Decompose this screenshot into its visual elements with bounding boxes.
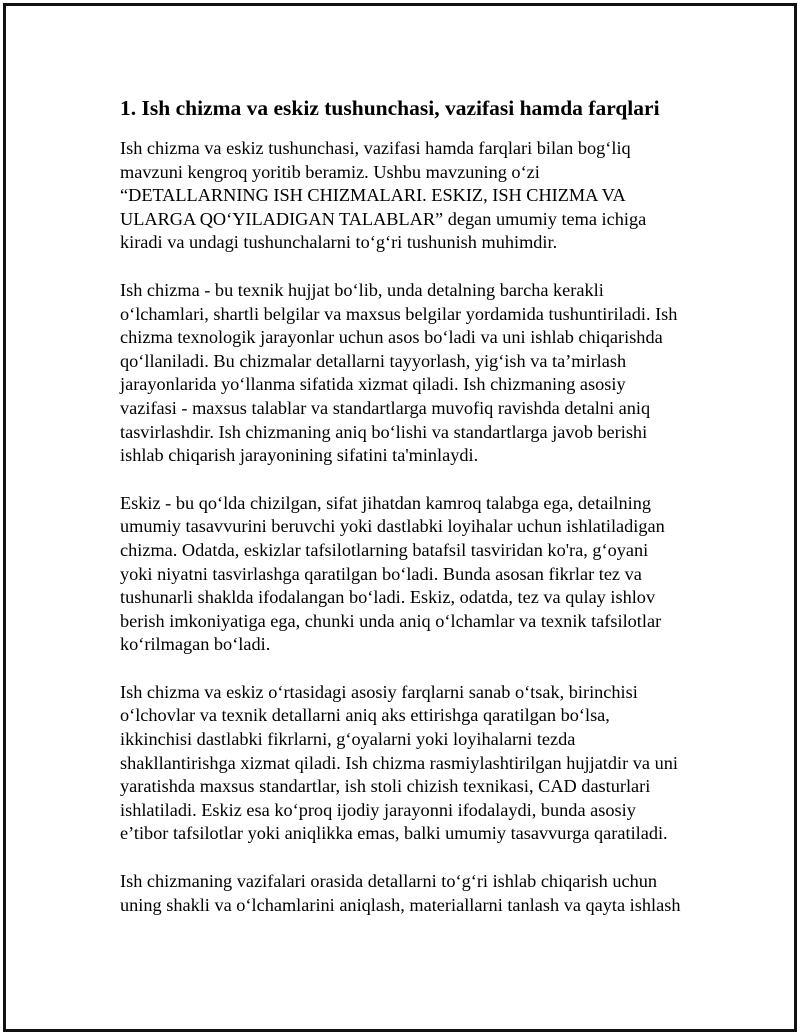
text-line: ULARGA QO‘YILADIGAN TALABLAR” degan umumiy tema ichiga	[120, 208, 647, 229]
paragraph-ish-chizma	[120, 279, 690, 468]
text-line: yaratishda maxsus standartlar, ish stoli chizish texnikasi, CAD dasturlari	[120, 776, 651, 797]
text-line: e’tibor tafsilotlar yoki aniqlikka emas, balki umumiy tasavvurga qaratiladi.	[120, 823, 668, 844]
text-line: umumiy tasavvurini beruvchi yoki dastlabki loyihalar uchun ishlatiladigan	[120, 516, 665, 537]
text-line: Ish chizma - bu texnik hujjat bo‘lib, unda detalning barcha kerakli	[120, 279, 604, 300]
text-line: ikkinchisi dastlabki fikrlarni, g‘oyalarni yoki loyihalarni tezda	[120, 729, 576, 750]
paragraph-eskiz	[120, 492, 690, 657]
text-line: yoki niyatni tasvirlashga qaratilgan bo‘ladi. Bunda asosan fikrlar tez va	[120, 563, 642, 584]
text-line: o‘lchovlar va texnik detallarni aniq aks ettirishga qaratilgan bo‘lsa,	[120, 705, 610, 726]
paragraph-intro	[120, 137, 690, 255]
text-line: qo‘llaniladi. Bu chizmalar detallarni tayyorlash, yig‘ish va ta’mirlash	[120, 350, 627, 371]
text-line: o‘lchamlari, shartli belgilar va maxsus belgilar yordamida tushuntiriladi. Ish	[120, 303, 678, 324]
text-line: chizma texnologik jarayonlar uchun asos bo‘ladi va uni ishlab chiqarishda	[120, 327, 663, 348]
paragraph-functions	[120, 870, 690, 917]
text-line: ko‘rilmagan bo‘ladi.	[120, 634, 271, 655]
text-line: uning shakli va o‘lchamlarini aniqlash, materiallarni tanlash va qayta ishlash	[120, 894, 681, 915]
text-line: tasvirlashdir. Ish chizmaning aniq bo‘lishi va standartlarga javob berishi	[120, 421, 648, 442]
text-line: jarayonlarida yo‘llanma sifatida xizmat qiladi. Ish chizmaning asosiy	[120, 374, 626, 395]
text-line: vazifasi - maxsus talablar va standartlarga muvofiq ravishda detalni aniq	[120, 397, 651, 418]
text-line: mavzuni kengroq yoritib beramiz. Ushbu mavzuning o‘zi	[120, 161, 540, 182]
text-line: Ish chizmaning vazifalari orasida detallarni to‘g‘ri ishlab chiqarish uchun	[120, 871, 658, 892]
text-line: kiradi va undagi tushunchalarni to‘g‘ri tushunish muhimdir.	[120, 232, 558, 253]
paragraph-differences	[120, 681, 690, 846]
text-line: ishlatiladi. Eskiz esa ko‘proq ijodiy jarayonni ifodalaydi, bunda asosiy	[120, 799, 636, 820]
text-line: Ish chizma va eskiz o‘rtasidagi asosiy farqlarni sanab o‘tsak, birinchisi	[120, 681, 638, 702]
text-line: “DETALLARNING ISH CHIZMALARI. ESKIZ, ISH CHIZMA VA	[120, 185, 626, 206]
text-line: Eskiz - bu qo‘lda chizilgan, sifat jihatdan kamroq talabga ega, detailning	[120, 492, 651, 513]
text-line: chizma. Odatda, eskizlar tafsilotlarning batafsil tasviridan ko'ra, g‘oyani	[120, 539, 649, 560]
text-line: Ish chizma va eskiz tushunchasi, vazifasi hamda farqlari bilan bog‘liq	[120, 138, 631, 158]
text-line: shakllantirishga xizmat qiladi. Ish chizma rasmiylashtirilgan hujjatdir va uni	[120, 752, 678, 773]
document-page	[3, 3, 797, 1032]
section-heading: 1. Ish chizma va eskiz tushunchasi, vazifasi hamda farqlari	[120, 96, 660, 120]
document-body	[120, 94, 690, 941]
text-line: berish imkoniyatiga ega, chunki unda aniq o‘lchamlar va texnik tafsilotlar	[120, 610, 662, 631]
text-line: tushunarli shaklda ifodalangan bo‘ladi. Eskiz, odatda, tez va qulay ishlov	[120, 587, 656, 608]
text-line: ishlab chiqarish jarayonining sifatini ta'minlaydi.	[120, 445, 479, 466]
